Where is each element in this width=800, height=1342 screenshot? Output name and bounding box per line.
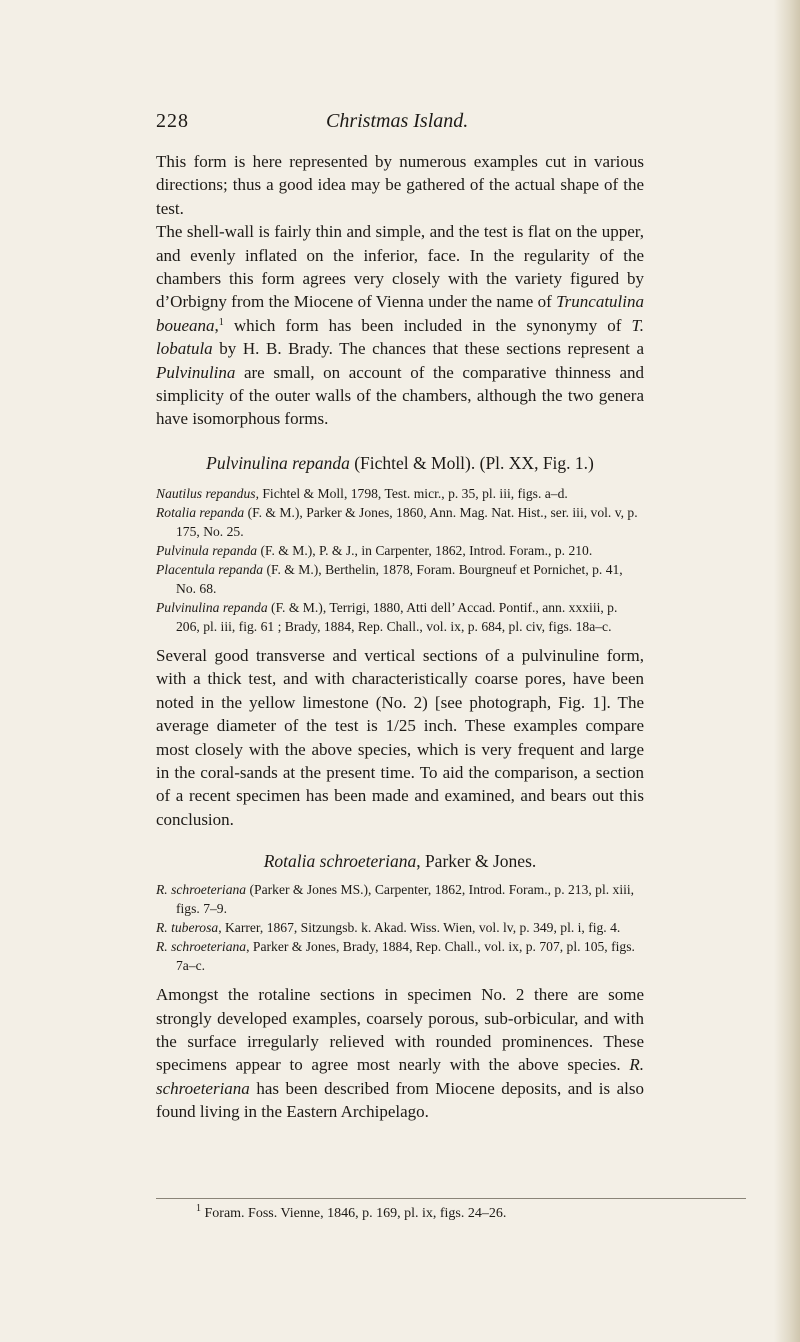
synonym-entry: [156, 937, 644, 975]
synonym-entry: [156, 918, 644, 937]
synonym-reference: , Fichtel & Moll, 1798, Test. micr., p. 35, pl. iii, figs. a–d.: [255, 485, 568, 501]
running-header: [156, 110, 642, 136]
paragraph-shell-wall: The shell-wall is fairly thin and simple, and the test is flat on the upper, and evenly inflated on the inferior, face. In the regularity of the chambers this form agrees very closely with the variety figured by d’Orbigny from the Miocene of Vienna under the name of Truncatulina boueana,$^1$ which form has been included in the synonymy of T. lobatula by H. B. Brady. The chances that these sections represent a Pulvinulina are small, on account of the comparative thinness and simplicity of the outer walls of the chambers, although the two genera have isomorphous forms.: [156, 222, 644, 429]
paragraph-rotalia-description: [156, 983, 644, 1123]
synonym-entry: [156, 484, 644, 503]
synonym-name: R. schroeteriana: [156, 882, 247, 898]
synonym-reference: (F. & M.), Parker & Jones, 1860, Ann. Mag. Nat. Hist., ser. iii, vol. v, p. 175, No. 25.: [176, 504, 638, 539]
synonym-entry: [156, 503, 644, 541]
synonymy-list-pulvinulina: [156, 484, 644, 636]
synonym-reference: (F. & M.), Berthelin, 1878, Foram. Bourgneuf et Pornichet, p. 41, No. 68.: [176, 561, 623, 596]
synonym-reference: (Parker & Jones MS.), Carpenter, 1862, Introd. Foram., p. 213, pl. xiii, figs. 7–9.: [176, 882, 635, 917]
paragraph-intro: This form is here represented by numerous examples cut in various directions; thus a good idea may be gathered of the actual shape of the test.: [156, 152, 644, 218]
synonym-name: Placentula repanda: [156, 561, 264, 577]
heading-taxon: Pulvinulina repanda: [206, 452, 350, 473]
page-body: [156, 150, 644, 1124]
synonym-name: Nautilus repandus: [156, 485, 256, 501]
heading-authority: , Parker & Jones.: [416, 851, 537, 872]
paragraph-pulvinulina-description: Several good transverse and vertical sections of a pulvinuline form, with a thick test, and with characteristically coarse pores, have been noted in the yellow limestone (No. 2) [see photograph, Fig. 1]. The average diameter of the test is 1/25 inch. These examples compare most closely with the above species, which is very frequent and large in the coral-sands at the present time. To aid the comparison, a section of a recent specimen has been made and examined, and bears out this conclusion.: [156, 645, 644, 829]
taxon-name: R. schroeteriana: [156, 1055, 644, 1098]
footnote-mark: 1: [196, 1203, 201, 1214]
synonym-name: R. schroeteriana: [156, 939, 247, 955]
heading-authority: (Fichtel & Moll). (Pl. XX, Fig. 1.): [349, 452, 594, 473]
synonym-reference: , Parker & Jones, Brady, 1884, Rep. Chall., vol. ix, p. 707, pl. 105, figs. 7a–c.: [176, 939, 635, 974]
section-heading-rotalia: [156, 851, 644, 872]
synonym-name: Pulvinulina repanda: [156, 599, 268, 615]
synonym-name: Rotalia repanda: [156, 504, 245, 520]
page-edge-shadow: [774, 0, 800, 1342]
synonym-name: Pulvinula repanda: [156, 542, 258, 558]
paragraph-text: by H. B. Brady. The chances that these sections represent a: [212, 339, 644, 359]
footnote-text: Foram. Foss. Vienne, 1846, p. 169, pl. ix, figs. 24–26.: [204, 1206, 507, 1221]
synonym-reference: , Karrer, 1867, Sitzungsb. k. Akad. Wiss. Wien, vol. lv, p. 349, pl. i, fig. 4.: [218, 920, 621, 936]
footnote-ref: 1: [218, 316, 224, 328]
synonym-reference: (F. & M.), P. & J., in Carpenter, 1862, Introd. Foram., p. 210.: [257, 542, 593, 558]
synonymy-list-rotalia: [156, 880, 644, 975]
paragraph-text: has been described from Miocene deposits, and is also found living in the Eastern Archipelago.: [156, 1078, 644, 1122]
footnote: [196, 1203, 507, 1222]
page-number: 228: [156, 110, 189, 132]
running-title: Christmas Island.: [326, 110, 469, 132]
taxon-name: T. lobatula: [156, 315, 644, 359]
section-heading-pulvinulina: [156, 453, 644, 474]
paragraph-text: Amongst the rotaline sections in specimen No. 2 there are some strongly developed examples, coarsely porous, sub-orbicular, and with the surface irregularly relieved with rounded prominences. These specimens appear to agree most nearly with the above species.: [156, 985, 644, 1075]
paragraph-text: are small, on account of the comparative thinness and simplicity of the outer walls of the chambers, although the two genera have isomorphous forms.: [156, 362, 644, 429]
synonym-name: R. tuberosa: [156, 920, 219, 936]
synonym-entry: [156, 880, 644, 918]
synonym-reference: (F. & M.), Terrigi, 1880, Atti dell’ Accad. Pontif., ann. xxxiii, p. 206, pl. iii, fig. 61 ; Brady, 1884, Rep. Chall., vol. ix, p. 684, pl. civ, figs. 18a–c.: [176, 599, 618, 634]
synonym-entry: [156, 598, 644, 636]
taxon-name: Pulvinulina: [156, 362, 236, 382]
synonym-entry: [156, 541, 644, 560]
taxon-name: Truncatulina boueana: [156, 292, 644, 335]
synonym-entry: [156, 560, 644, 598]
paragraph-text: The shell-wall is fairly thin and simple, and the test is flat on the upper, and evenly inflated on the inferior, face. In the regularity of the chambers this form agrees very closely with the variety figured by d’Orbigny from the Miocene of Vienna under the name of: [156, 222, 644, 312]
paragraph-text: which form has been included in the synonymy of: [223, 315, 632, 335]
heading-taxon: Rotalia schroeteriana: [263, 851, 417, 872]
footnote-rule: [156, 1198, 746, 1199]
